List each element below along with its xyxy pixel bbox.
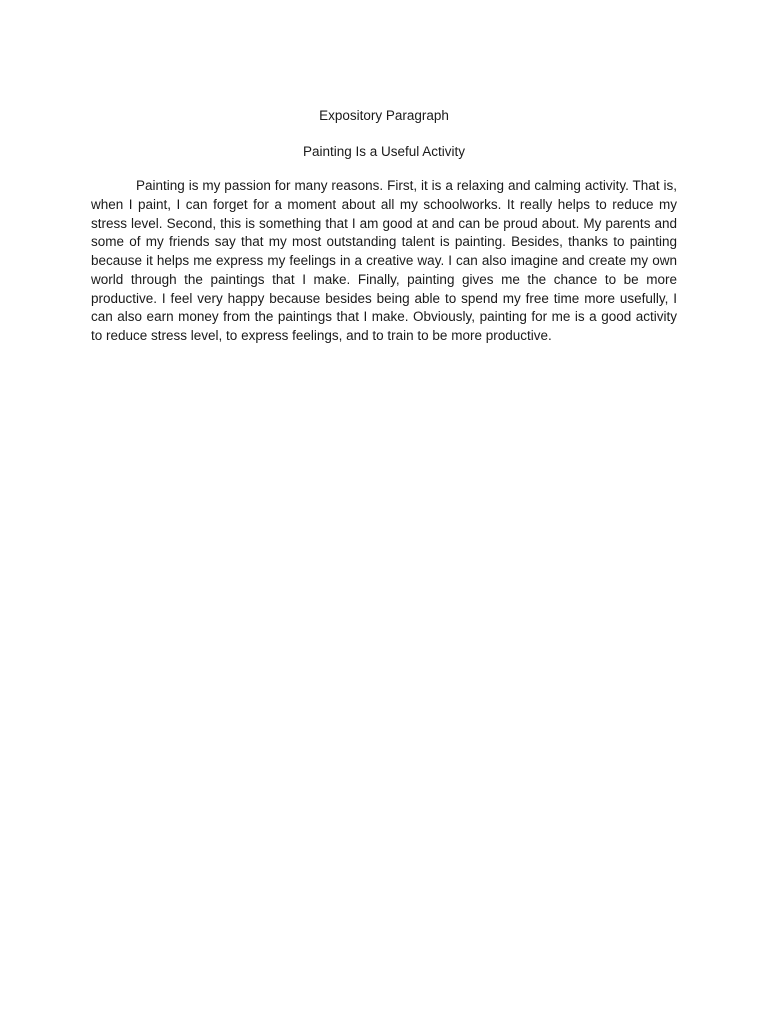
document-type-heading: Expository Paragraph [319,108,449,123]
body-paragraph: Painting is my passion for many reasons. First, it is a relaxing and calming activity. That is, when I paint, I can forget for a moment about all my schoolworks. It really helps to reduce my stress level. Second, this is something that I am good at and can be proud about. My parents and some of my friends say that my most outstanding talent is painting. Besides, thanks to painting because it helps me express my feelings in a creative way. I can also imagine and create my own world through the paintings that I make. Finally, painting gives me the chance to be more productive. I feel very happy because besides being able to spend my free time more usefully, I can also earn money from the paintings that I make. Obviously, painting for me is a good activity to reduce stress level, to express feelings, and to train to be more productive. [91,178,677,343]
document-title: Painting Is a Useful Activity [302,144,466,159]
